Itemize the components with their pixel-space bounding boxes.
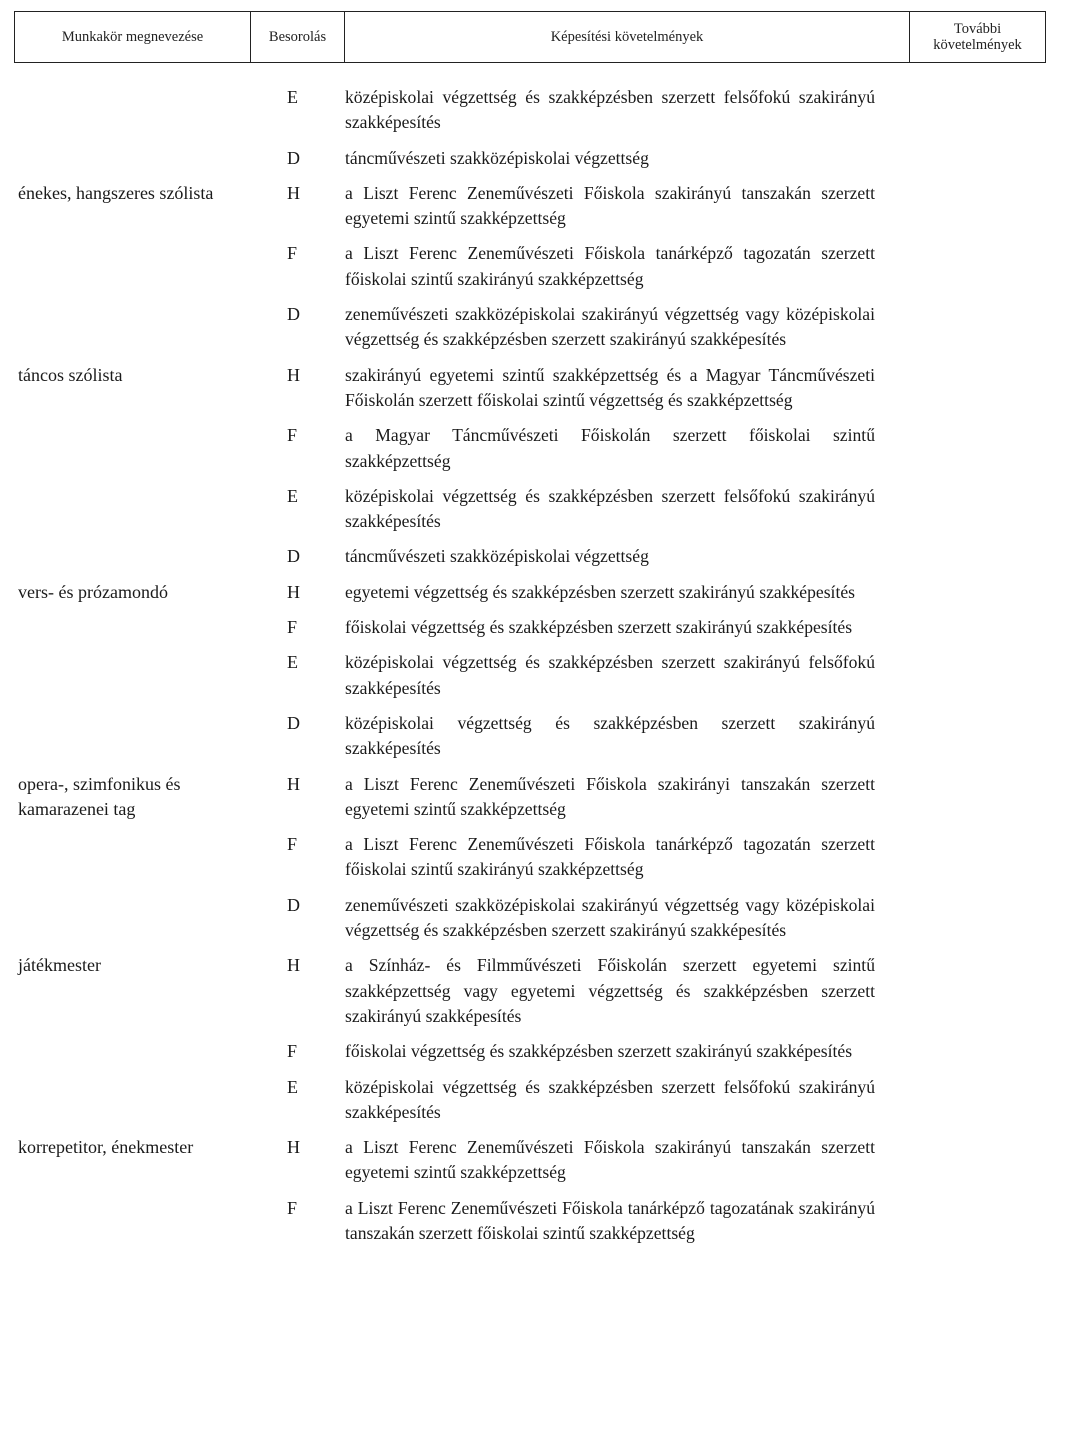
- classification-cell: H: [287, 773, 300, 794]
- qualification-cell: táncművészeti szakközépiskolai végzettség: [345, 147, 649, 168]
- table-row: [0, 1135, 1070, 1186]
- qualification-cell: a Színház- és Filmművészeti Főiskolán szerzett egyetemi szintű szakképzettség vagy egyetemi végzettség és szakképzésben szerzett szakirányú szakképesítés: [345, 955, 875, 1026]
- classification-cell: F: [287, 425, 298, 446]
- qualification-cell: a Liszt Ferenc Zeneművészeti Főiskola szakirányú tanszakán szerzett egyetemi szintű szakképzettség: [345, 182, 875, 229]
- table-row: [0, 1196, 1070, 1247]
- classification-cell: D: [287, 894, 300, 915]
- qualification-cell: a Liszt Ferenc Zeneművészeti Főiskola szakirányi tanszakán szerzett egyetemi szintű szakképzettség: [345, 773, 875, 819]
- classification-cell: H: [287, 1137, 300, 1158]
- qualification-cell: középiskolai végzettség és szakképzésben szerzett felsőfokú szakirányú szakképesítés: [345, 87, 875, 133]
- classification-cell: F: [287, 243, 298, 264]
- classification-cell: H: [287, 955, 300, 976]
- table-row: [0, 832, 1070, 883]
- table-row: [0, 711, 1070, 762]
- job-title-cell: énekes, hangszeres szólista: [18, 182, 214, 203]
- table-row: [0, 302, 1070, 353]
- qualification-cell: egyetemi végzettség és szakképzésben szerzett szakirányú szakképesítés: [345, 581, 855, 602]
- qualification-cell: középiskolai végzettség és szakképzésben szerzett felsőfokú szakirányú szakképesítés: [345, 1076, 875, 1122]
- classification-cell: H: [287, 364, 300, 385]
- table-header: [14, 11, 1046, 63]
- classification-cell: D: [287, 147, 300, 168]
- job-title-cell: vers- és prózamondó: [18, 581, 168, 602]
- table-row: [0, 484, 1070, 535]
- classification-cell: D: [287, 712, 300, 733]
- table-row: [0, 580, 1070, 605]
- qualification-cell: táncművészeti szakközépiskolai végzettség: [345, 546, 649, 567]
- table-row: [0, 1039, 1070, 1064]
- job-title-cell: játékmester: [18, 955, 101, 976]
- qualification-cell: főiskolai végzettség és szakképzésben szerzett szakirányú szakképesítés: [345, 617, 853, 638]
- qualification-cell: középiskolai végzettség és szakképzésben szerzett szakirányú felsőfokú szakképesítés: [345, 652, 875, 698]
- qualification-cell: szakirányú egyetemi szintű szakképzettség és a Magyar Táncművészeti Főiskolán szerzett főiskolai szintű végzettség és szakképzettség: [345, 364, 875, 410]
- classification-cell: F: [287, 1041, 298, 1062]
- table-row: [0, 1075, 1070, 1126]
- qualification-cell: a Liszt Ferenc Zeneművészeti Főiskola tanárképző tagozatán szerzett főiskolai szintű szakirányú szakképzettség: [345, 834, 875, 880]
- qualification-cell: a Liszt Ferenc Zeneművészeti Főiskola tanárképző tagozatán szerzett főiskolai szintű szakirányú szakképzettség: [345, 243, 875, 289]
- classification-cell: E: [287, 1076, 298, 1097]
- header-classification: Besorolás: [251, 12, 345, 62]
- table-row: [0, 893, 1070, 944]
- classification-cell: F: [287, 617, 298, 638]
- table-row: [0, 181, 1070, 232]
- classification-cell: D: [287, 546, 300, 567]
- qualification-cell: zeneművészeti szakközépiskolai szakirányú végzettség vagy középiskolai végzettség és szakképzésben szerzett szakirányú szakképesítés: [345, 894, 875, 941]
- table-row: [0, 363, 1070, 414]
- job-title-cell: opera-, szimfonikus és kamarazenei tag: [18, 773, 181, 819]
- table-row: [0, 650, 1070, 701]
- table-row: [0, 146, 1070, 171]
- table-row: [0, 544, 1070, 569]
- qualification-cell: főiskolai végzettség és szakképzésben szerzett szakirányú szakképesítés: [345, 1041, 853, 1062]
- classification-cell: E: [287, 485, 298, 506]
- table-row: [0, 85, 1070, 136]
- job-title-cell: táncos szólista: [18, 364, 123, 385]
- table-row: [0, 423, 1070, 474]
- classification-cell: E: [287, 652, 298, 673]
- table-row: [0, 953, 1070, 1029]
- classification-cell: F: [287, 1197, 298, 1218]
- classification-cell: H: [287, 182, 300, 203]
- header-further-requirements: További követelmények: [933, 21, 1022, 53]
- requirements-table-body: [0, 85, 1070, 1256]
- job-title-cell: korrepetitor, énekmester: [18, 1137, 194, 1158]
- qualification-cell: a Liszt Ferenc Zeneművészeti Főiskola tanárképző tagozatának szakirányú tanszakán szerzett főiskolai szintű szakképzettség: [345, 1197, 875, 1243]
- qualification-cell: középiskolai végzettség és szakképzésben szerzett szakirányú szakképesítés: [345, 712, 875, 759]
- classification-cell: H: [287, 581, 300, 602]
- classification-cell: E: [287, 87, 298, 107]
- classification-cell: D: [287, 304, 300, 325]
- header-job-title: Munkakör megnevezése: [15, 12, 251, 62]
- header-qualification-requirements: Képesítési követelmények: [345, 12, 910, 62]
- table-row: [0, 615, 1070, 640]
- table-row: [0, 241, 1070, 292]
- qualification-cell: középiskolai végzettség és szakképzésben szerzett felsőfokú szakirányú szakképesítés: [345, 485, 875, 532]
- qualification-cell: zeneművészeti szakközépiskolai szakirányú végzettség vagy középiskolai végzettség és szakképzésben szerzett szakirányú szakképesítés: [345, 304, 875, 350]
- qualification-cell: a Liszt Ferenc Zeneművészeti Főiskola szakirányú tanszakán szerzett egyetemi szintű szakképzettség: [345, 1137, 875, 1183]
- qualification-cell: a Magyar Táncművészeti Főiskolán szerzett főiskolai szintű szakképzettség: [345, 425, 875, 471]
- classification-cell: F: [287, 834, 298, 855]
- table-row: [0, 772, 1070, 823]
